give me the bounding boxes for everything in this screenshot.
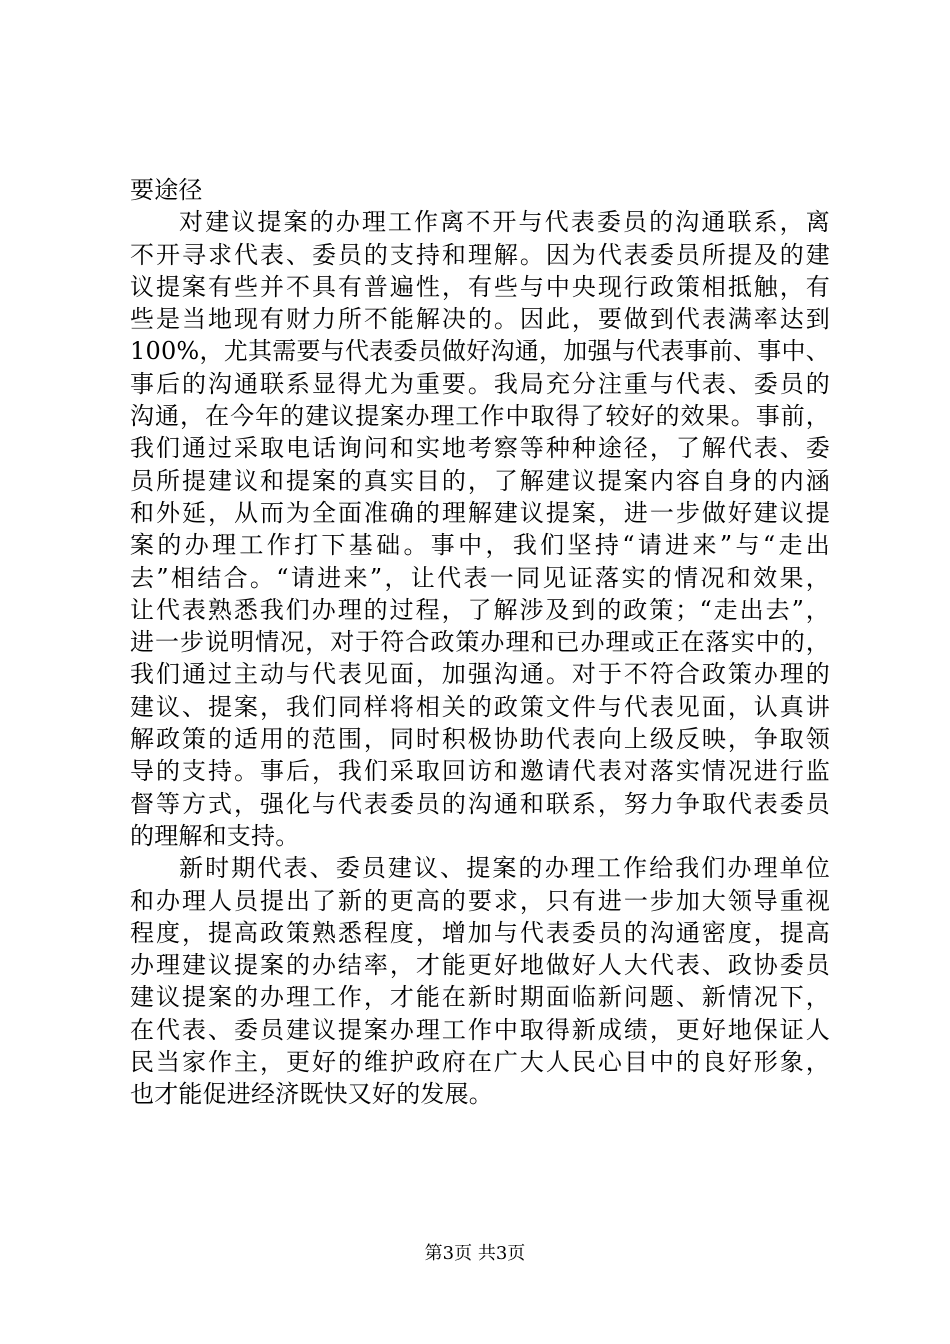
text-line: 和外延，从而为全面准确的理解建议提案，进一步做好建议提 <box>130 498 830 527</box>
text-line: 案的办理工作打下基础。事中，我们坚持“请进来”与“走出 <box>130 531 830 560</box>
text-line: 在代表、委员建议提案办理工作中取得新成绩，更好地保证人 <box>130 1015 830 1044</box>
text-line: 办理建议提案的办结率，才能更好地做好人大代表、政协委员 <box>130 951 830 980</box>
text-line: 解政策的适用的范围，同时积极协助代表向上级反映，争取领 <box>130 725 830 754</box>
text-line: 沟通，在今年的建议提案办理工作中取得了较好的效果。事前， <box>130 402 830 431</box>
text-line: 事后的沟通联系显得尤为重要。我局充分注重与代表、委员的 <box>130 369 830 398</box>
text-line: 对建议提案的办理工作离不开与代表委员的沟通联系，离 <box>179 208 830 237</box>
text-line: 督等方式，强化与代表委员的沟通和联系，努力争取代表委员 <box>130 789 830 818</box>
text-line: 去”相结合。“请进来”，让代表一同见证落实的情况和效果， <box>130 563 830 592</box>
text-line: 我们通过主动与代表见面，加强沟通。对于不符合政策办理的 <box>130 660 830 689</box>
text-line: 也才能促进经济既快又好的发展。 <box>130 1080 493 1109</box>
text-line: 我们通过采取电话询问和实地考察等种种途径，了解代表、委 <box>130 434 830 463</box>
text-line: 建议、提案，我们同样将相关的政策文件与代表见面，认真讲 <box>130 692 830 721</box>
text-line: 程度，提高政策熟悉程度，增加与代表委员的沟通密度，提高 <box>130 918 830 947</box>
text-line: 议提案有些并不具有普遍性，有些与中央现行政策相抵触，有 <box>130 272 830 301</box>
text-line: 100%，尤其需要与代表委员做好沟通，加强与代表事前、事中、 <box>130 337 830 366</box>
text-line: 的理解和支持。 <box>130 821 300 850</box>
text-line: 民当家作主，更好的维护政府在广大人民心目中的良好形象， <box>130 1048 830 1077</box>
text-line: 和办理人员提出了新的更高的要求，只有进一步加大领导重视 <box>130 886 830 915</box>
text-line: 新时期代表、委员建议、提案的办理工作给我们办理单位 <box>179 854 830 883</box>
text-line: 进一步说明情况，对于符合政策办理和已办理或正在落实中的， <box>130 628 830 657</box>
text-line: 建议提案的办理工作，才能在新时期面临新问题、新情况下， <box>130 983 830 1012</box>
text-line: 导的支持。事后，我们采取回访和邀请代表对落实情况进行监 <box>130 757 830 786</box>
text-line: 让代表熟悉我们办理的过程，了解涉及到的政策；“走出去”， <box>130 595 830 624</box>
text-line: 些是当地现有财力所不能解决的。因此，要做到代表满率达到 <box>130 305 830 334</box>
document-body <box>130 174 830 1111</box>
text-line: 要途径 <box>130 176 203 204</box>
text-line: 员所提建议和提案的真实目的，了解建议提案内容自身的内涵 <box>130 466 830 495</box>
text-line: 不开寻求代表、委员的支持和理解。因为代表委员所提及的建 <box>130 240 830 269</box>
page-footer: 第3页 共3页 <box>424 1243 526 1264</box>
